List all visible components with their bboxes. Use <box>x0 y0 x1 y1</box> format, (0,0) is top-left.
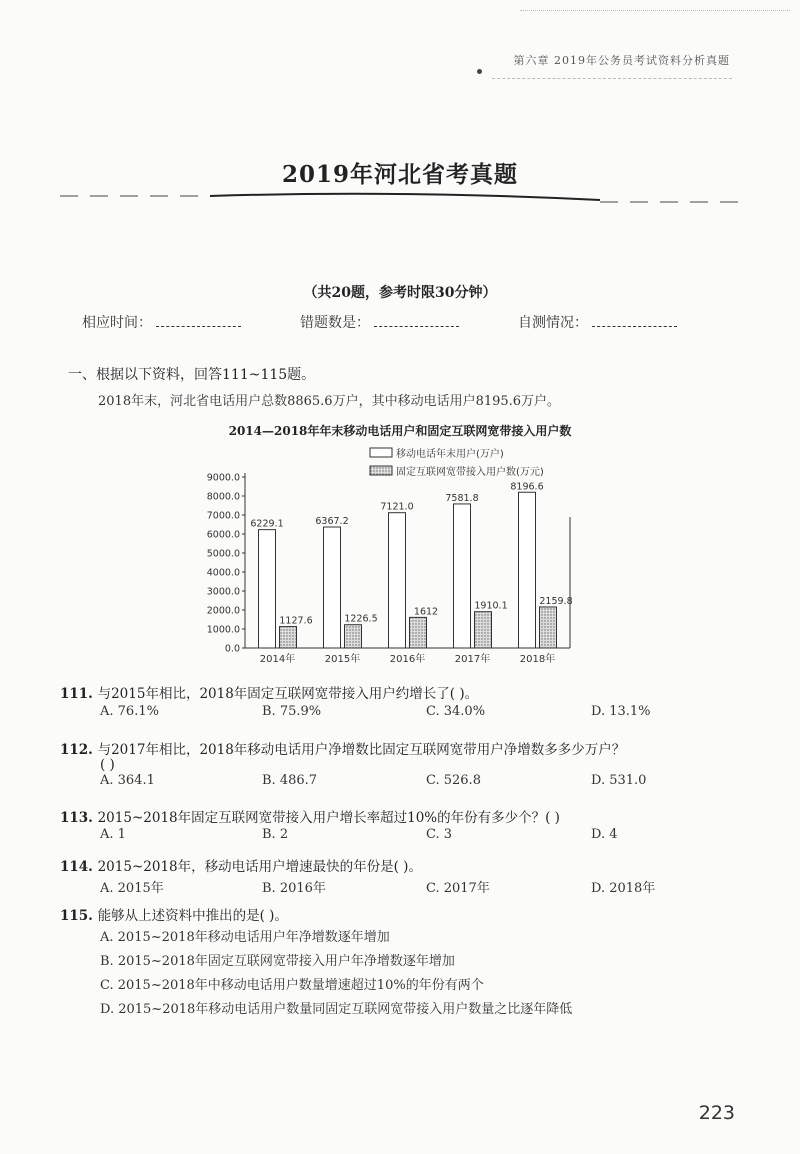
option-A[interactable]: A. 2015年 <box>100 881 164 896</box>
y-tick-label: 0.0 <box>224 643 240 655</box>
x-tick-label: 2017年 <box>454 654 491 665</box>
page-title: 2019年河北省考真题 <box>281 161 518 188</box>
bar-mobile-1 <box>259 530 276 648</box>
question-3 <box>60 806 560 826</box>
meta-errors <box>300 312 459 332</box>
bar-mobile-5 <box>519 492 536 648</box>
subtitle: （共20题，参考时限30分钟） <box>303 285 497 301</box>
option-C[interactable]: C. 3 <box>426 827 453 842</box>
bar-value-label: 1612 <box>413 606 439 618</box>
meta-errors-blank[interactable] <box>374 314 459 327</box>
x-tick-label: 2014年 <box>259 654 296 665</box>
x-tick-label: 2015年 <box>324 654 361 665</box>
question-number: 112. <box>60 742 98 758</box>
question-number: 115. <box>60 908 98 924</box>
legend-swatch-2 <box>370 466 392 475</box>
bar-value-label: 2159.8 <box>539 595 573 607</box>
option-B[interactable]: B. 2015~2018年固定互联网宽带接入用户年净增数逐年增加 <box>100 954 455 969</box>
bar-broadband-4 <box>475 612 492 648</box>
bar-value-label: 7581.8 <box>445 492 479 504</box>
x-tick-label: 2018年 <box>519 654 556 665</box>
option-D[interactable]: D. 531.0 <box>591 773 647 788</box>
bar-value-label: 7121.0 <box>380 501 414 513</box>
meta-time-label: 相应时间： <box>82 315 152 331</box>
option-A[interactable]: A. 76.1% <box>100 704 159 719</box>
meta-errors-label: 错题数是： <box>300 315 370 331</box>
meta-time <box>82 312 241 332</box>
chart-title: 2014—2018年年末移动电话用户和固定互联网宽带接入用户数 <box>228 424 572 438</box>
header-bullet <box>477 69 482 74</box>
section-intro: 2018年末，河北省电话用户总数8865.6万户，其中移动电话用户8195.6万户。 <box>98 394 561 409</box>
option-B[interactable]: B. 486.7 <box>262 773 318 788</box>
option-C[interactable]: C. 2015~2018年中移动电话用户数量增速超过10%的年份有两个 <box>100 978 484 993</box>
option-D[interactable]: D. 4 <box>591 827 618 842</box>
legend-label-2: 固定互联网宽带接入用户数(万元) <box>396 467 544 478</box>
option-B[interactable]: B. 2 <box>262 827 289 842</box>
bar-broadband-1 <box>280 627 297 648</box>
option-C[interactable]: C. 34.0% <box>426 704 486 719</box>
option-D[interactable]: D. 2018年 <box>591 881 656 896</box>
bar-value-label: 8196.6 <box>510 481 544 493</box>
y-tick-label: 6000.0 <box>206 529 240 541</box>
option-C[interactable]: C. 526.8 <box>426 773 481 788</box>
question-2 <box>60 738 625 758</box>
y-tick-label: 2000.0 <box>206 605 240 617</box>
legend-swatch-1 <box>370 448 392 457</box>
y-tick-label: 5000.0 <box>206 548 240 560</box>
option-B[interactable]: B. 2016年 <box>262 881 326 896</box>
meta-self-blank[interactable] <box>592 314 677 327</box>
question-text: 2015~2018年固定互联网宽带接入用户增长率超过10%的年份有多少个？( ) <box>97 810 560 826</box>
question-number: 111. <box>60 686 98 702</box>
legend-label-1: 移动电话年末用户(万户) <box>396 449 504 460</box>
question-text: 能够从上述资料中推出的是( )。 <box>97 908 288 924</box>
x-tick-label: 2016年 <box>389 654 426 665</box>
y-tick-label: 7000.0 <box>206 510 240 522</box>
option-A[interactable]: A. 364.1 <box>100 773 155 788</box>
bar-broadband-3 <box>410 617 427 648</box>
running-header: 第六章 2019年公务员考试资料分析真题 <box>513 54 730 67</box>
question-number: 113. <box>60 810 98 826</box>
bar-mobile-2 <box>324 527 341 648</box>
meta-time-blank[interactable] <box>156 314 241 327</box>
y-tick-label: 9000.0 <box>206 472 240 484</box>
y-tick-label: 3000.0 <box>206 586 240 598</box>
option-A[interactable]: A. 1 <box>100 827 126 842</box>
question-text: 与2015年相比，2018年固定互联网宽带接入用户约增长了( )。 <box>97 686 479 702</box>
bar-value-label: 1226.5 <box>344 613 378 625</box>
bar-value-label: 1127.6 <box>279 615 313 627</box>
bar-broadband-2 <box>345 625 362 648</box>
meta-self-label: 自测情况： <box>518 315 588 331</box>
bar-mobile-4 <box>454 504 471 648</box>
bar-mobile-3 <box>389 513 406 648</box>
y-tick-label: 4000.0 <box>206 567 240 579</box>
section-heading: 一、根据以下资料，回答111~115题。 <box>68 367 316 383</box>
header-rule <box>492 78 732 79</box>
question-text: 与2017年相比，2018年移动电话用户净增数比固定互联网宽带用户净增数多多少万户？ <box>97 742 626 758</box>
title-rule <box>60 192 740 206</box>
bar-value-label: 6229.1 <box>250 518 284 530</box>
question-4 <box>60 855 422 875</box>
bar-value-label: 6367.2 <box>315 516 349 528</box>
top-dotted-rule <box>520 10 790 11</box>
question-1 <box>60 682 478 702</box>
bar-broadband-5 <box>540 607 557 648</box>
y-tick-label: 1000.0 <box>206 624 240 636</box>
question-text: 2015~2018年，移动电话用户增速最快的年份是( )。 <box>97 859 422 875</box>
option-A[interactable]: A. 2015~2018年移动电话用户年净增数逐年增加 <box>100 930 390 945</box>
option-B[interactable]: B. 75.9% <box>262 704 322 719</box>
meta-self <box>518 312 677 332</box>
page-number: 223 <box>698 1102 735 1124</box>
option-D[interactable]: D. 2015~2018年移动电话用户数量同固定互联网宽带接入用户数量之比逐年降低 <box>100 1002 573 1017</box>
question-number: 114. <box>60 859 98 875</box>
option-C[interactable]: C. 2017年 <box>426 881 490 896</box>
question-text-continued: ( ) <box>100 757 115 773</box>
question-5 <box>60 904 288 924</box>
option-D[interactable]: D. 13.1% <box>591 704 651 719</box>
bar-value-label: 1910.1 <box>474 600 508 612</box>
bar-chart <box>190 440 590 680</box>
y-tick-label: 8000.0 <box>206 491 240 503</box>
